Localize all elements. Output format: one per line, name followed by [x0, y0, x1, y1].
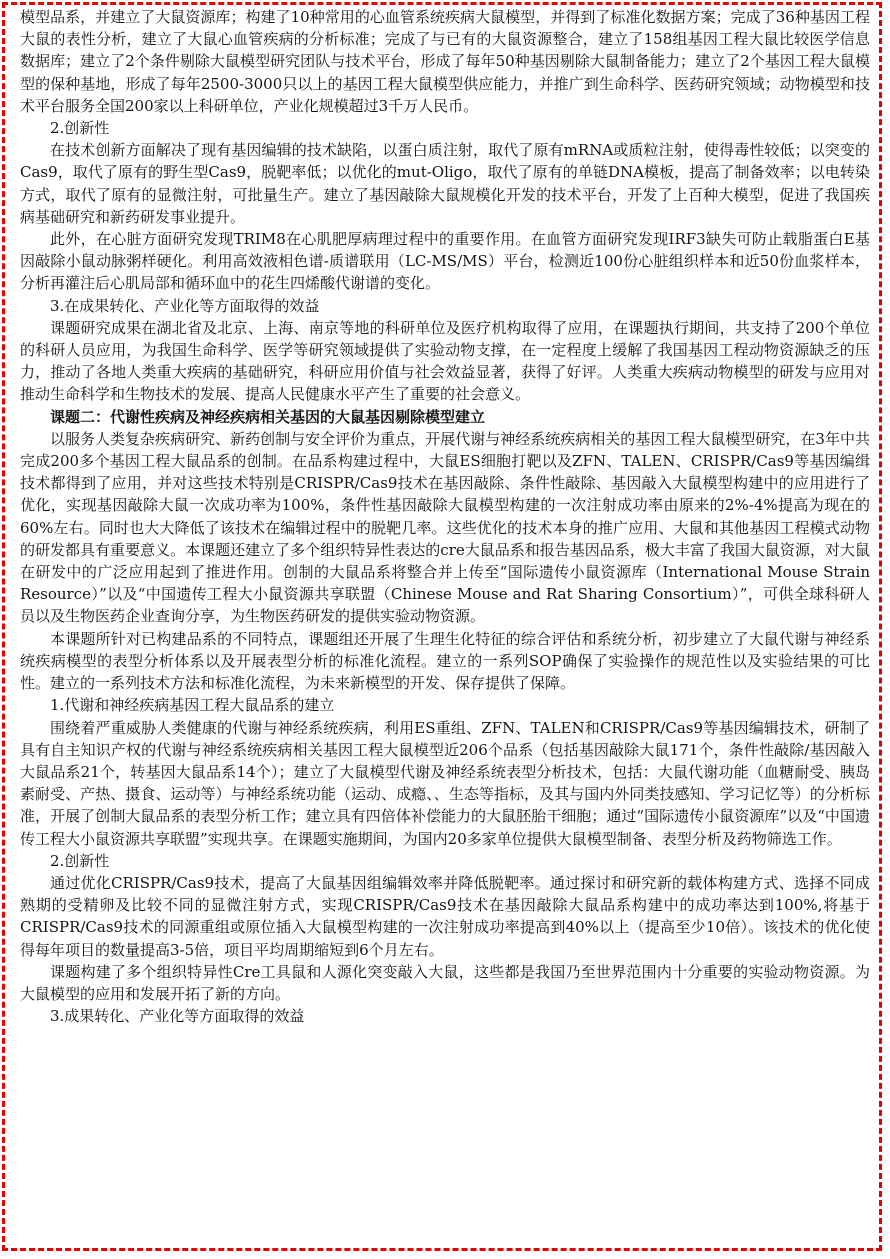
paragraph-phenotype-analysis: 本课题所针对已构建品系的不同特点，课题组还开展了生理生化特征的综合评估和系统分析，初步建立了大鼠代谢与神经系统疾病模型的表型分析体系以及开展表型分析的标准化流程。建立的一系列SOP确保了实验操作的规范性以及实验结果的可比性。建立的一系列技术方法和标准化流程，为未来新模型的开发、保存提供了保障。 — [20, 629, 870, 693]
document-page — [20, 6, 870, 1027]
subheading-innovation-2: 2.创新性 — [50, 851, 110, 870]
subheading-benefits-2: 3.成果转化、产业化等方面取得的效益 — [50, 1007, 305, 1026]
subheading-strain-establishment: 1.代谢和神经疾病基因工程大鼠品系的建立 — [50, 696, 335, 715]
paragraph-strain-details: 围绕着严重威胁人类健康的代谢与神经系统疾病，利用ES重组、ZFN、TALEN和CRISPR/Cas9等基因编辑技术，研制了具有自主知识产权的代谢与神经系统疾病相关基因工程大鼠模型近206个品系（包括基因敲除大鼠171个，条件性敲除/基因敲入大鼠品系21个，转基因大鼠品系14个）；建立了大鼠模型代谢及神经系统表型分析技术，包括：大鼠代谢功能（血糖耐受、胰岛素耐受、产热、摄食、运动等）与神经系统功能（运动、成瘾、、生态等指标，及其与国内外同类技感知、学习记忆等）的分析标准，开展了创制大鼠品系的表型分析工作；建立具有四倍体补偿能力的大鼠胚胎干细胞；通过“国际遗传小鼠资源库”以及“中国遗传工程大小鼠资源共享联盟”实现共享。在课题实施期间，为国内20多家单位提供大鼠模型制备、表型分析及药物筛选工作。 — [20, 718, 870, 848]
paragraph-tech-innovation: 在技术创新方面解决了现有基因编辑的技术缺陷，以蛋白质注射，取代了原有mRNA或质粒注射，使得毒性较低；以突变的Cas9，取代了原有的野生型Cas9，脱靶率低；以优化的mut-Oligo，取代了原有的单链DNA模板，提高了制备效率；以电转染方式，取代了原有的显微注射，可批量生产。建立了基因敲除大鼠规模化开发的技术平台，开发了上百种大模型，促进了我国疾病基础研究和新药研发事业提升。 — [20, 141, 870, 226]
section-heading-project-2: 课题二：代谢性疾病及神经疾病相关基因的大鼠基因剔除模型建立 — [50, 407, 486, 426]
paragraph-applications: 课题研究成果在湖北省及北京、上海、南京等地的科研单位及医疗机构取得了应用，在课题执行期间，共支持了200个单位的科研人员应用，为我国生命科学、医学等研究领域提供了实验动物支撑，在一定程度上缓解了我国基因工程动物资源缺乏的压力，推动了各地人类重大疾病的基础研究，科研应用价值与社会效益显著，获得了好评。人类重大疾病动物模型的研发与应用对推动生命科学和生物技术的发展、提高人民健康水平产生了重要的社会意义。 — [20, 318, 870, 404]
subheading-innovation-1: 2.创新性 — [50, 119, 110, 138]
paragraph-cardio-findings: 此外，在心脏方面研究发现TRIM8在心肌肥厚病理过程中的重要作用。在血管方面研究发现IRF3缺失可防止载脂蛋白E基因敲除小鼠动脉粥样硬化。利用高效液相色谱-质谱联用（LC-MS/MS）平台，检测近100份心脏组织样本和近50份血浆样本，分析再灌注后心肌局部和循环血中的花生四烯酸代谢谱的变化。 — [20, 230, 870, 293]
subheading-benefits-1: 3.在成果转化、产业化等方面取得的效益 — [50, 296, 320, 315]
paragraph-crispr-optimization: 通过优化CRISPR/Cas9技术，提高了大鼠基因组编辑效率并降低脱靶率。通过探讨和研究新的载体构建方式、选择不同成熟期的受精卵及比较不同的显微注射方式，实现CRISPR/Cas9技术在基因敲除大鼠品系构建中的成功率达到100%,将基于CRISPR/Cas9技术的同源重组或原位插入大鼠模型构建的一次注射成功率提高到40%以上（提高至少10倍）。该技术的优化使得每年项目的数量提高3-5倍，项目平均周期缩短到6个月左右。 — [20, 873, 870, 959]
paragraph-cre-tools: 课题构建了多个组织特异性Cre工具鼠和人源化突变敲入大鼠，这些都是我国乃至世界范围内十分重要的实验动物资源。为大鼠模型的应用和发展开拓了新的方向。 — [20, 962, 870, 1003]
paragraph-project-2-overview: 以服务人类复杂疾病研究、新药创制与安全评价为重点，开展代谢与神经系统疾病相关的基因工程大鼠模型研究，在3年中共完成200多个基因工程大鼠品系的创制。在品系构建过程中，大鼠ES细胞打靶以及ZFN、TALEN、CRISPR/Cas9等基因编缉技术都得到了应用，并对这些技术特别是CRISPR/Cas9技术在基因敲除、条件性敲除、基因敲入大鼠模型构建中的应用进行了优化，实现基因敲除大鼠一次成功率为100%，条件性基因敲除大鼠模型构建的一次注射成功率由原来的2%-4%提高为现在的60%左右。同时也大大降低了该技术在编辑过程中的脱靶几率。这些优化的技术本身的推广应用、大鼠和其他基因工程模式动物的研发都具有重要意义。本课题还建立了多个组织特异性表达的cre大鼠品系和报告基因品系，极大丰富了我国大鼠资源，对大鼠在研发中的广泛应用起到了推进作用。创制的大鼠品系将整合并上传至“国际遗传小鼠资源库（International Mouse Strain Resource）”以及“中国遗传工程大小鼠资源共享联盟（Chinese Mouse and Rat Sharing Consortium）”，可供全球科研人员以及生物医药企业查询分享，为生物医药研发的提供实验动物资源。 — [20, 429, 870, 626]
paragraph-resource-summary: 模型品系，并建立了大鼠资源库；构建了10种常用的心血管系统疾病大鼠模型，并得到了标准化数据方案；完成了36种基因工程大鼠的表性分析，建立了大鼠心血管疾病的分析标准；完成了与已有的大鼠资源整合，建立了158组基因工程大鼠比较医学信息数据库；建立了2个条件剔除大鼠模型研究团队与技术平台，形成了每年50种基因剔除大鼠制备能力；建立了2个基因工程大鼠模型的保种基地，形成了每年2500-3000只以上的基因工程大鼠模型供应能力，并推广到生命科学、医药研究领域；动物模型和技术平台服务全国200家以上科研单位，产业化规模超过3千万人民币。 — [20, 8, 870, 115]
